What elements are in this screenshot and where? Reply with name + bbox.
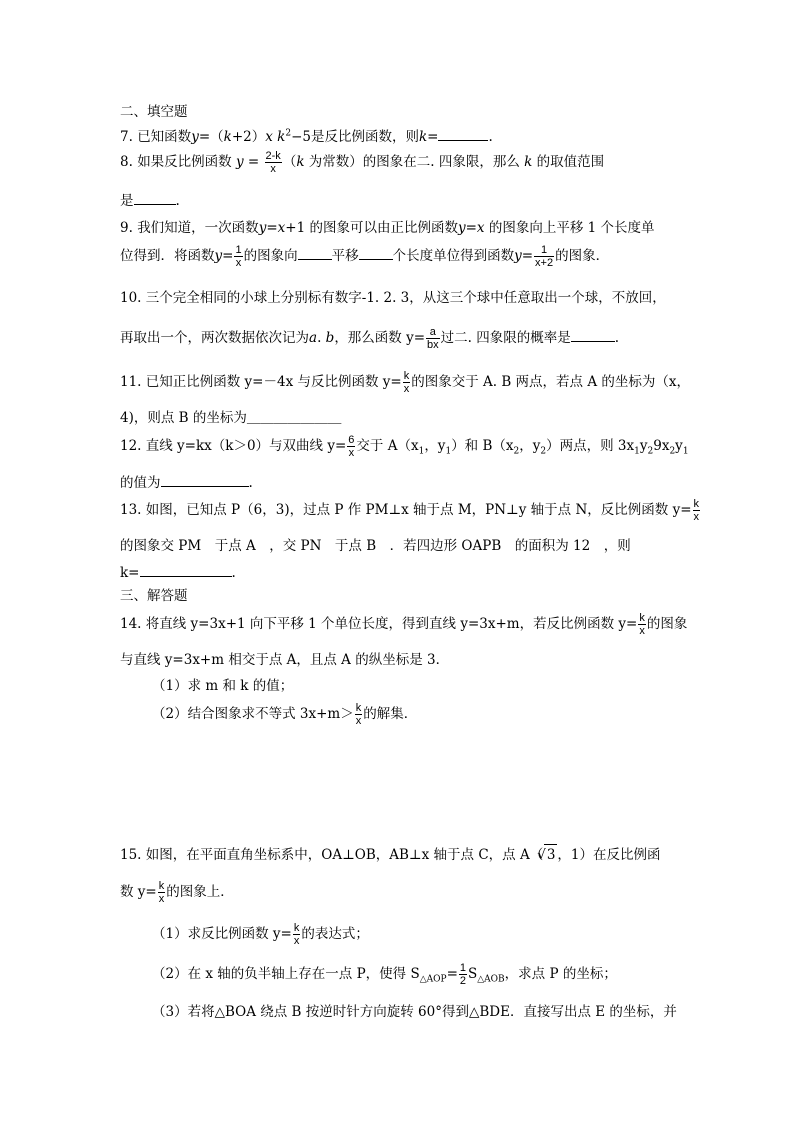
- question-8: 8. 如果反比例函数 y = $\frac{2-k}{x}$ （k 为常数）的图象在二. 四象限，那么 k 的取值范围: [120, 150, 605, 175]
- question-15-part3: （3）若将△BOA 绕点 B 按逆时针方向旋转 60°得到△BDE．直接写出点 E 的坐标，并: [152, 1004, 677, 1020]
- question-8-line2: 是 .: [120, 190, 180, 211]
- section-fill-title: 二、填空题: [120, 104, 188, 120]
- fraction: $\frac{1}{x}$: [235, 244, 242, 269]
- fraction: $\frac{a}{bx}$: [427, 326, 439, 351]
- question-13-line2: 的图象交 PM 于点 A ，交 PN 于点 B ．若四边形 OAPB 的面积为 12 ，则: [120, 538, 631, 554]
- answer-blank[interactable]: [438, 126, 488, 141]
- fraction: $\frac{k}{x}$: [293, 922, 300, 947]
- question-10: 10. 三个完全相同的小球上分别标有数字-1. 2. 3，从这三个球中任意取出一个球，不放回，: [120, 290, 666, 306]
- question-11: 11. 已知正比例函数 y=－4x 与反比例函数 y= $\frac{k}{x}$ 的图象交于 A. B 两点，若点 A 的坐标为（x，: [120, 370, 690, 395]
- question-9-line2: 位得到．将函数y= $\frac{1}{x}$ 的图象向 平移 个长度单位得到函数y= $\frac{1}{x+2}$ 的图象．: [120, 244, 610, 269]
- fraction: $\frac{6}{x}$: [348, 434, 355, 459]
- answer-blank[interactable]: [359, 245, 393, 260]
- question-15-line2: 数 y= $\frac{k}{x}$ 的图象上．: [120, 880, 234, 905]
- fraction: $\frac{k}{x}$: [403, 370, 410, 395]
- answer-blank[interactable]: [571, 327, 615, 342]
- answer-blank[interactable]: [161, 472, 249, 487]
- question-14: 14. 将直线 y=3x+1 向下平移 1 个单位长度，得到直线 y=3x+m，若反比例函数 y= $\frac{k}{x}$ 的图象: [120, 612, 688, 637]
- fraction: $\frac{2-k}{x}$: [265, 150, 281, 175]
- question-15: 15. 如图，在平面直角坐标系中，OA⊥OB，AB⊥x 轴于点 C，点 A（√ 3 ，1）在反比例函: [120, 844, 661, 865]
- answer-blank[interactable]: [298, 245, 332, 260]
- answer-blank[interactable]: [134, 190, 176, 205]
- answer-blank[interactable]: [140, 562, 232, 577]
- section-solve-title: 三、解答题: [120, 588, 188, 604]
- question-13: 13. 如图，已知点 P（6，3)，过点 P 作 PM⊥x 轴于点 M，PN⊥y 轴于点 N，反比例函数 y= $\frac{k}{x}$: [120, 498, 700, 523]
- fraction: $\frac{k}{x}$: [158, 880, 165, 905]
- sqrt-symbol: √ 3: [544, 844, 557, 865]
- question-14-part2: （2）结合图象求不等式 3x+m＞ $\frac{k}{x}$ 的解集．: [152, 702, 418, 727]
- question-11-line2: 4)，则点 B 的坐标为＿＿＿＿＿＿＿: [120, 410, 342, 426]
- fraction: $\frac{1}{2}$: [459, 962, 466, 987]
- question-12: 12. 直线 y=kx（k＞0）与双曲线 y= $\frac{6}{x}$ 交于 $A(x_1$，$y_1$）和 $B(x_2$，$y_2$）两点，则 $3x_1y_29x_2y_1$: [120, 434, 689, 459]
- question-14-part1: （1）求 m 和 k 的值；: [152, 678, 294, 694]
- question-10-line2: 再取出一个，两次数据依次记为a. b，那么函数 y= $\frac{a}{bx}$ 过二. 四象限的概率是 .: [120, 326, 620, 351]
- question-14-line2: 与直线 y=3x+m 相交于点 A，且点 A 的纵坐标是 3．: [120, 652, 450, 668]
- question-15-part2: （2）在 x 轴的负半轴上存在一点 P，使得 $S_{\triangle AOP}=$ $\frac{1}{2}$ $S_{\triangle AOB}$，求点 P 的坐标；: [152, 962, 617, 987]
- question-13-line3: k= .: [120, 562, 236, 583]
- fraction: $\frac{k}{x}$: [693, 498, 700, 523]
- fraction: $\frac{1}{x+2}$: [535, 244, 554, 269]
- question-15-part1: （1）求反比例函数 y= $\frac{k}{x}$ 的表达式；: [152, 922, 369, 947]
- fraction: $\frac{k}{x}$: [639, 612, 645, 637]
- question-12-line2: 的值为 .: [120, 472, 253, 493]
- question-7: 7. 已知函数y=（k+2）x $k^2-5$是反比例函数，则k= .: [120, 126, 493, 147]
- fraction: $\frac{k}{x}$: [355, 702, 362, 727]
- question-9: 9. 我们知道，一次函数y=x+1 的图象可以由正比例函数y=x 的图象向上平移 1 个长度单: [120, 220, 655, 236]
